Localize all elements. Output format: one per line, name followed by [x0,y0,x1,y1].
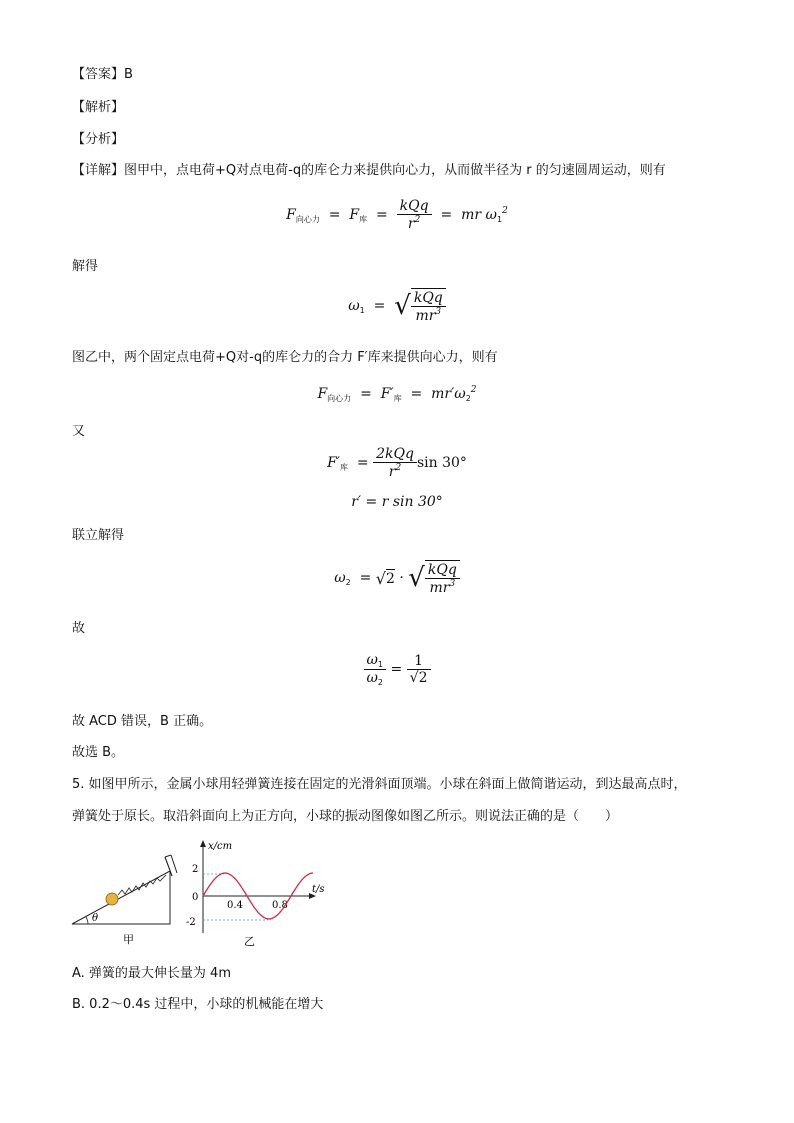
x-axis-label: t/s [312,884,325,895]
eq1-fraction: $\frac{\text{kQq}}{r^2}$ [397,198,432,232]
conclusion-2: 故选 B。 [72,745,125,760]
equation-omega1: $\omega_1$ = √ $\frac{\text{kQq}}{mr^3}$ [0,288,794,324]
option-b: B. 0.2～0.4s 过程中，小球的机械能在增大 [72,997,324,1012]
equation-force-sum: $F'_库$ = $\frac{\text{2kQq}}{r^2}$ sin 30° [327,446,467,480]
figure-jia-incline [70,845,185,945]
eq1-mid-sub: 库 [359,215,368,224]
jia-label: 甲 [123,933,134,945]
paragraph-figure-yi: 图乙中，两个固定点电荷+Q对-q的库仑力的合力 F′库来提供向心力，则有 [72,350,498,365]
question-5-line-2: 弹簧处于原长。取沿斜面向上为正方向，小球的振动图像如图乙所示。则说法正确的是（ ） [72,809,619,824]
tick-y-2: 2 [192,864,199,875]
conclusion-1: 故 ACD 错误，B 正确。 [72,714,213,729]
figure-yi-graph [186,835,336,950]
eq1-rhs: mr ω [461,207,497,223]
tick-x-0-4: 0.4 [227,900,243,911]
yi-label: 乙 [244,935,255,948]
also-label: 又 [72,424,86,439]
tick-y-neg2: -2 [186,917,196,928]
eq1-rhs-sup: 2 [502,206,508,216]
tick-y-0: 0 [192,892,199,903]
option-a: A. 弹簧的最大伸长量为 4m [72,966,231,981]
equation-centripetal: $F_{向心力} = F_库$ = $\frac{\text{kQq}}{r^2}$ = mr $\omega_1^2$ [286,198,508,232]
answer-line [72,66,133,84]
therefore-label: 故 [72,621,86,636]
y-axis-label: x/cm [208,841,233,852]
fenxi-heading: 【分析】 [72,132,125,147]
equation-centripetal-2: $F_{向心力} = F'_库 = mr'\omega_2^2$ [317,385,477,403]
sqrt-omega1: √ $\frac{\text{kQq}}{mr^3}$ [394,288,446,324]
tick-x-0-8: 0.8 [272,900,288,911]
eq1-lhs-sub: 向心力 [295,215,320,224]
equation-radius: r′ = r sin 30° [351,494,443,510]
solve-label-2: 联立解得 [72,528,125,543]
eq1-rhs-sub: 1 [496,215,503,224]
solve-label-1: 解得 [72,259,99,274]
equation-ratio: $\frac{\omega_1}{\omega_2}$ = $\frac{1}{√2}$ [0,652,794,687]
detail-paragraph [72,162,666,180]
answer-value: B [124,67,133,82]
detail-tag: 【详解】 [72,163,125,178]
theta-label: θ [92,913,99,924]
answer-tag: 【答案】 [72,67,125,82]
question-5-line-1: 5. 如图甲所示，金属小球用轻弹簧连接在固定的光滑斜面顶端。小球在斜面上做简谐运动，到达最高点时， [72,777,687,792]
equation-omega2: $\omega_2 = √2$ · √ $\frac{\text{kQq}}{mr^3}$ [0,560,794,596]
ball [106,893,118,905]
analysis-heading: 【解析】 [72,100,125,115]
detail-text: 图甲中，点电荷+Q对点电荷-q的库仑力来提供向心力，从而做半径为 r 的匀速圆周运动，则有 [124,163,666,178]
